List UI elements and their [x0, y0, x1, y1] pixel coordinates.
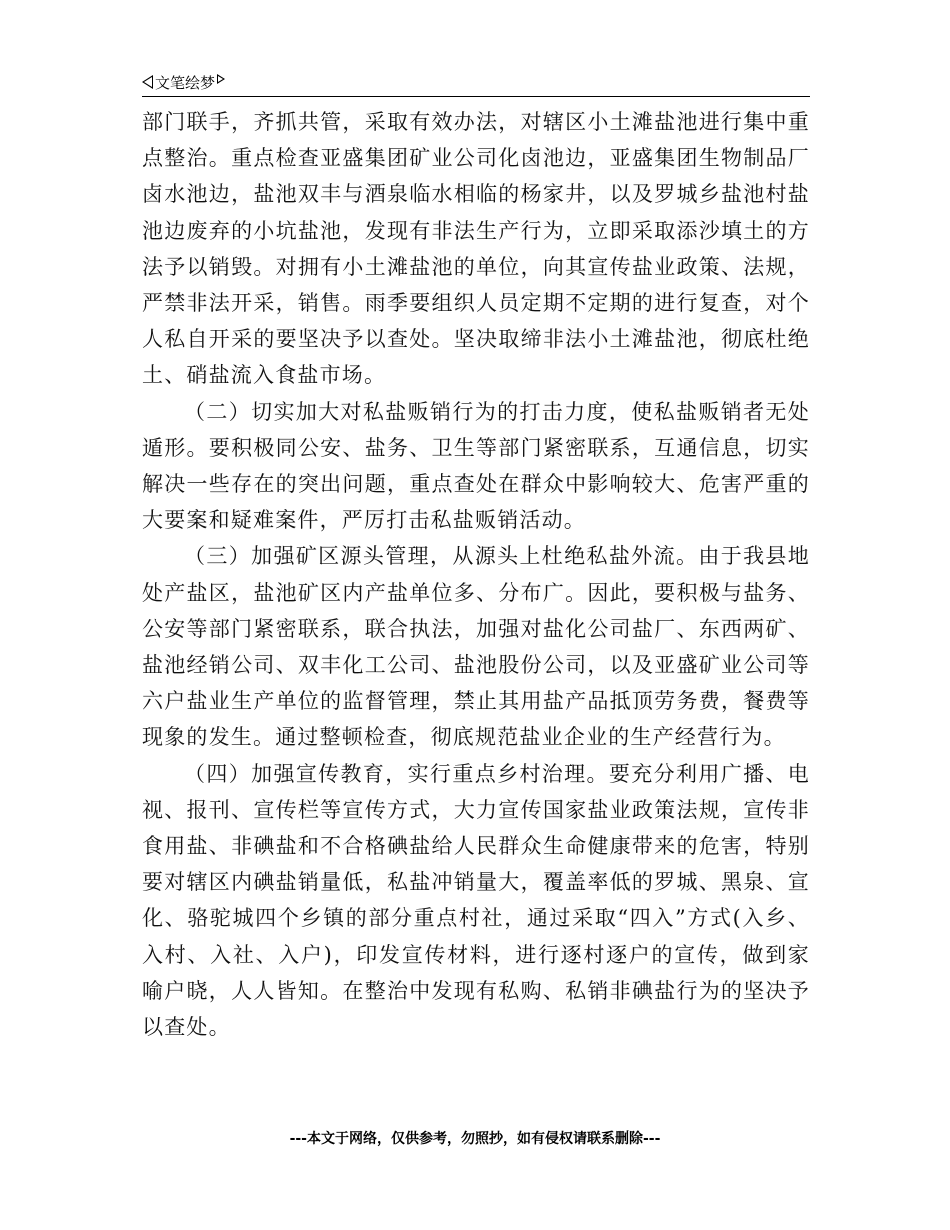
right-triangle-icon [217, 74, 225, 84]
page-header [142, 71, 225, 93]
paragraph-section-3: （三）加强矿区源头管理，从源头上杜绝私盐外流。由于我县地处产盐区，盐池矿区内产盐单位多、分布广。因此，要积极与盐务、公安等部门紧密联系，联合执法，加强对盐化公司盐厂、东西两矿、盐池经销公司、双丰化工公司、盐池股份公司，以及亚盛矿业公司等六户盐业生产单位的监督管理，禁止其用盐产品抵顶劳务费，餐费等现象的发生。通过整顿检查，彻底规范盐业企业的生产经营行为。 [142, 544, 810, 750]
paragraph-section-4: （四）加强宣传教育，实行重点乡村治理。要充分利用广播、电视、报刊、宣传栏等宣传方式，大力宣传国家盐业政策法规，宣传非食用盐、非碘盐和不合格碘盐给人民群众生命健康带来的危害，特别要对辖区内碘盐销量低，私盐冲销量大，覆盖率低的罗城、黑泉、宣化、骆驼城四个乡镇的部分重点村社，通过采取“四入”方式(入乡、入村、入社、入户)，印发宣传材料，进行逐村逐户的宣传，做到家喻户晓，人人皆知。在整治中发现有私购、私销非碘盐行为的坚决予以查处。 [142, 761, 810, 1040]
header-title: 文笔绘梦 [155, 73, 216, 92]
paragraph-continuation: 部门联手，齐抓共管，采取有效办法，对辖区小土滩盐池进行集中重点整治。重点检查亚盛集团矿业公司化卤池边，亚盛集团生物制品厂卤水池边，盐池双丰与酒泉临水相临的杨家井，以及罗城乡盐池村盐池边废弃的小坑盐池，发现有非法生产行为，立即采取添沙填土的方法予以销毁。对拥有小土滩盐池的单位，向其宣传盐业政策、法规，严禁非法开采，销售。雨季要组织人员定期不定期的进行复查，对个人私自开采的要坚决予以查处。坚决取缔非法小土滩盐池，彻底杜绝土、硝盐流入食盐市场。 [142, 110, 810, 388]
paragraph-section-2: （二）切实加大对私盐贩销行为的打击力度，使私盐贩销者无处遁形。要积极同公安、盐务、卫生等部门紧密联系，互通信息，切实解决一些存在的突出问题，重点查处在群众中影响较大、危害严重的大要案和疑难案件，严厉打击私盐贩销活动。 [142, 399, 810, 533]
left-triangle-icon [142, 75, 153, 89]
header-divider [142, 96, 810, 97]
document-body [142, 104, 810, 1045]
footer-disclaimer: ---本文于网络，仅供参考，勿照抄，如有侵权请联系删除--- [289, 1131, 661, 1147]
